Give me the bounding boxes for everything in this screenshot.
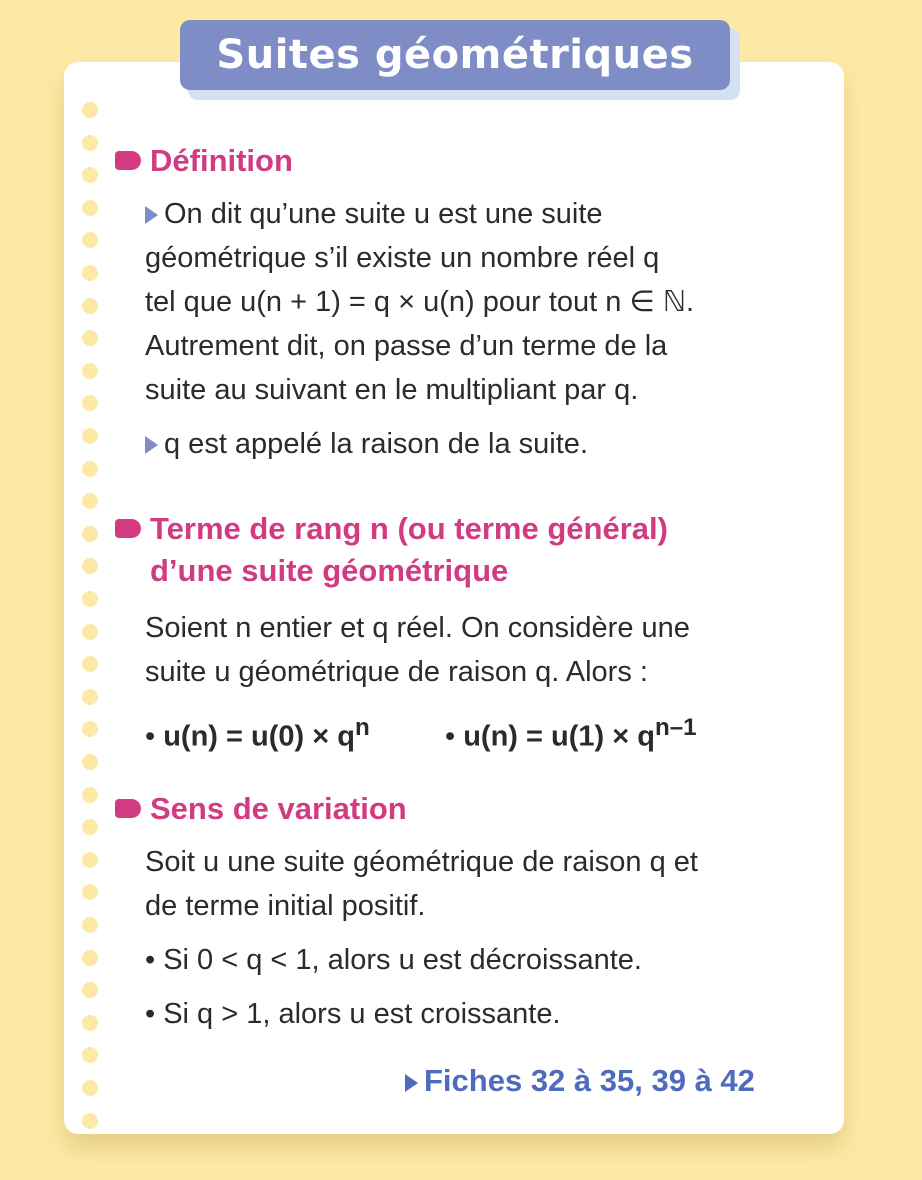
fiches-link-text[interactable]: Fiches 32 à 35, 39 à 42 xyxy=(424,1063,755,1098)
binder-hole xyxy=(82,265,98,281)
binder-hole xyxy=(82,558,98,574)
triangle-link-icon xyxy=(405,1074,418,1092)
terme-line-2: suite u géométrique de raison q. Alors : xyxy=(145,656,648,688)
section-heading-definition xyxy=(115,140,293,182)
formula-item-2: • $u(n) = u(1) \times q^{n-1}$ xyxy=(445,714,697,753)
binder-hole xyxy=(82,200,98,216)
page-title: Suites géométriques xyxy=(180,20,730,90)
binder-hole xyxy=(82,1080,98,1096)
binder-hole xyxy=(82,624,98,640)
spiral-holes xyxy=(64,62,124,1134)
definition-heading-text: Définition xyxy=(150,143,293,178)
formula-1-exponent: n xyxy=(354,714,370,741)
binder-hole xyxy=(82,1015,98,1031)
section-heading-variation xyxy=(115,788,407,830)
formula-item-1: • $u(n) = u(0) \times q^n$ xyxy=(145,714,370,753)
terme-line-1: Soient n entier et q réel. On considère une xyxy=(145,612,690,644)
binder-hole xyxy=(82,884,98,900)
binder-hole xyxy=(82,395,98,411)
binder-hole xyxy=(82,1113,98,1129)
binder-hole xyxy=(82,135,98,151)
binder-hole xyxy=(82,167,98,183)
binder-hole xyxy=(82,656,98,672)
variation-bullet-2: Si q > 1, alors u est croissante. xyxy=(163,998,561,1030)
definition-line-6: q est appelé la raison de la suite. xyxy=(164,428,588,460)
definition-line-2: géométrique s’il existe un nombre réel q xyxy=(145,242,660,274)
terme-formulas xyxy=(145,706,697,759)
binder-hole xyxy=(82,819,98,835)
binder-hole xyxy=(82,917,98,933)
binder-hole xyxy=(82,298,98,314)
fiches-link[interactable] xyxy=(405,1060,755,1102)
binder-hole xyxy=(82,852,98,868)
binder-hole xyxy=(82,102,98,118)
binder-hole xyxy=(82,493,98,509)
binder-hole xyxy=(82,950,98,966)
terme-heading-line-1: Terme de rang n (ou terme général) xyxy=(150,511,668,546)
variation-body: Soit u une suite géométrique de raison q et de terme initial positif. • Si 0 < q < 1, alors u est décroissante. • Si q > 1, alors u est croissante. xyxy=(145,840,815,1036)
binder-hole xyxy=(82,591,98,607)
formula-1: u(n) = u(0) × q xyxy=(163,720,355,753)
terme-body xyxy=(145,606,815,694)
definition-body xyxy=(145,192,815,466)
triangle-bullet-icon xyxy=(145,436,158,454)
binder-hole xyxy=(82,721,98,737)
binder-hole xyxy=(82,428,98,444)
definition-line-4: Autrement dit, on passe d’un terme de la xyxy=(145,330,668,362)
binder-hole xyxy=(82,526,98,542)
terme-heading-line-2: d’une suite géométrique xyxy=(150,553,509,588)
binder-hole xyxy=(82,982,98,998)
binder-hole xyxy=(82,330,98,346)
binder-hole xyxy=(82,754,98,770)
variation-line-2: de terme initial positif. xyxy=(145,890,426,922)
binder-hole xyxy=(82,363,98,379)
binder-hole xyxy=(82,461,98,477)
triangle-bullet-icon xyxy=(145,206,158,224)
tag-icon xyxy=(115,151,141,170)
variation-heading-text: Sens de variation xyxy=(150,791,407,826)
tag-icon xyxy=(115,519,141,538)
section-heading-terme xyxy=(115,508,668,592)
definition-line-3: tel que u(n + 1) = q × u(n) pour tout n ∈ ℕ. xyxy=(145,286,695,318)
formula-2-exponent: n–1 xyxy=(654,714,697,741)
binder-hole xyxy=(82,787,98,803)
formula-2: u(n) = u(1) × q xyxy=(463,720,655,753)
binder-hole xyxy=(82,232,98,248)
binder-hole xyxy=(82,689,98,705)
variation-line-1: Soit u une suite géométrique de raison q et xyxy=(145,846,698,878)
variation-bullet-1: Si 0 < q < 1, alors u est décroissante. xyxy=(163,944,642,976)
definition-line-1: On dit qu’une suite u est une suite xyxy=(164,198,603,230)
definition-line-5: suite au suivant en le multipliant par q. xyxy=(145,374,639,406)
binder-hole xyxy=(82,1047,98,1063)
tag-icon xyxy=(115,799,141,818)
